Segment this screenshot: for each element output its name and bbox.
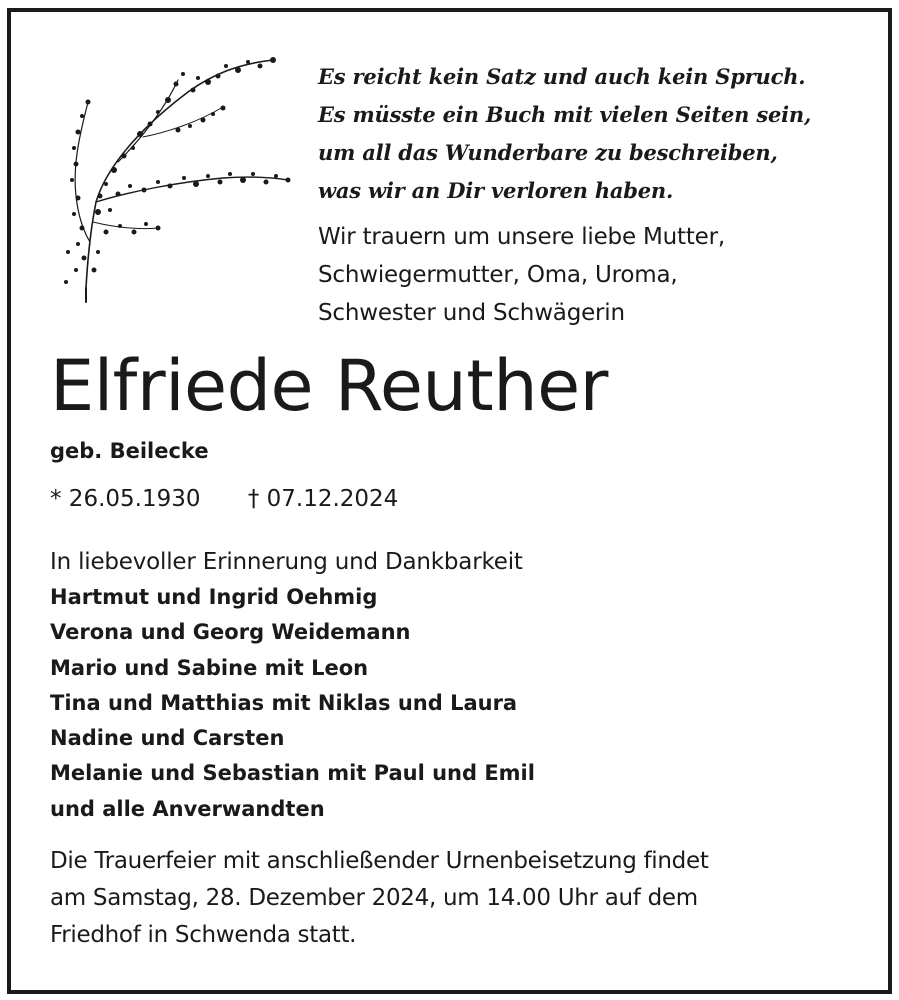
deceased-name: Elfriede Reuther [50, 345, 608, 427]
family-list [50, 580, 535, 827]
memorial-quote [318, 58, 878, 210]
funeral-line: Die Trauerfeier mit anschließender Urnenbeisetzung findet [50, 848, 709, 874]
mourning-line: Wir trauern um unsere liebe Mutter, [318, 224, 725, 250]
family-member: Hartmut und Ingrid Oehmig [50, 585, 378, 609]
death-date: † 07.12.2024 [247, 486, 399, 512]
family-member: Tina und Matthias mit Niklas und Laura [50, 690, 518, 715]
family-member: Melanie und Sebastian mit Paul und Emil [50, 761, 535, 786]
family-member: und alle Anverwandten [50, 796, 325, 821]
quote-line: was wir an Dir verloren haben. [318, 178, 674, 203]
flowering-branch-icon [48, 52, 298, 312]
mourning-line: Schwiegermutter, Oma, Uroma, [318, 262, 678, 288]
family-intro: In liebevoller Erinnerung und Dankbarkeit [50, 549, 523, 575]
funeral-notice [50, 843, 870, 954]
family-member: Mario und Sabine mit Leon [50, 655, 369, 680]
birth-date: * 26.05.1930 [50, 486, 201, 512]
maiden-name: geb. Beilecke [50, 439, 209, 463]
funeral-line: am Samstag, 28. Dezember 2024, um 14.00 Uhr auf dem [50, 885, 698, 911]
mourning-statement [318, 218, 878, 332]
life-dates [50, 482, 398, 516]
family-member: Verona und Georg Weidemann [50, 620, 411, 645]
quote-line: Es reicht kein Satz und auch kein Spruch. [318, 64, 806, 89]
quote-line: Es müsste ein Buch mit vielen Seiten sein, [318, 102, 812, 127]
quote-line: um all das Wunderbare zu beschreiben, [318, 140, 778, 165]
mourning-line: Schwester und Schwägerin [318, 300, 625, 326]
funeral-line: Friedhof in Schwenda statt. [50, 922, 357, 948]
family-member: Nadine und Carsten [50, 726, 285, 751]
